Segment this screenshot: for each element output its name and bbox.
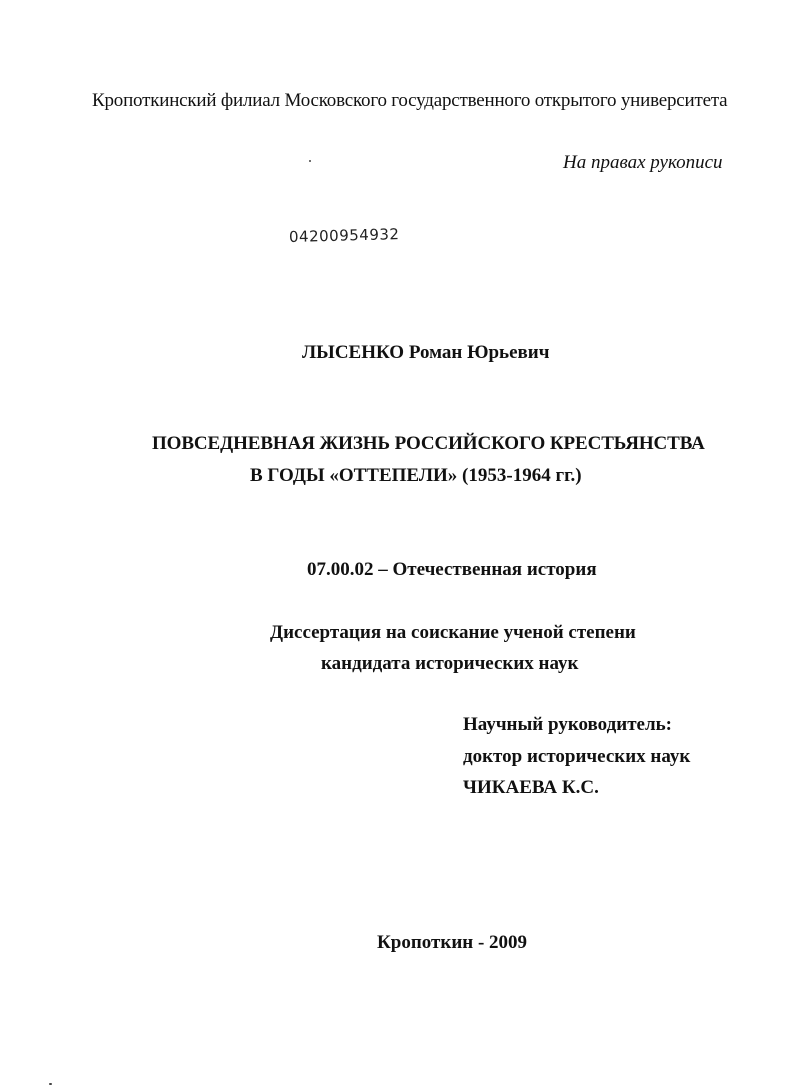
supervisor-degree: доктор исторических наук <box>463 746 691 767</box>
dissertation-title-line-1: ПОВСЕДНЕВНАЯ ЖИЗНЬ РОССИЙСКОГО КРЕСТЬЯНСТВА <box>152 433 705 454</box>
supervisor-label: Научный руководитель: <box>463 714 672 735</box>
registration-code: 04200954932 <box>288 225 400 246</box>
scan-speck <box>49 1083 52 1085</box>
dissertation-type-line-2: кандидата исторических наук <box>321 653 579 674</box>
institution-name: Кропоткинский филиал Московского государственного открытого университета <box>92 90 728 111</box>
dissertation-type-line-1: Диссертация на соискание ученой степени <box>270 622 636 643</box>
scan-speck <box>309 160 311 162</box>
manuscript-note: На правах рукописи <box>563 152 723 173</box>
place-and-year: Кропоткин - 2009 <box>377 932 528 953</box>
specialty-code: 07.00.02 – Отечественная история <box>307 559 597 580</box>
dissertation-title-line-2: В ГОДЫ «ОТТЕПЕЛИ» (1953-1964 гг.) <box>250 465 582 486</box>
supervisor-name: ЧИКАЕВА К.С. <box>463 777 599 798</box>
author-name: ЛЫСЕНКО Роман Юрьевич <box>302 342 550 363</box>
